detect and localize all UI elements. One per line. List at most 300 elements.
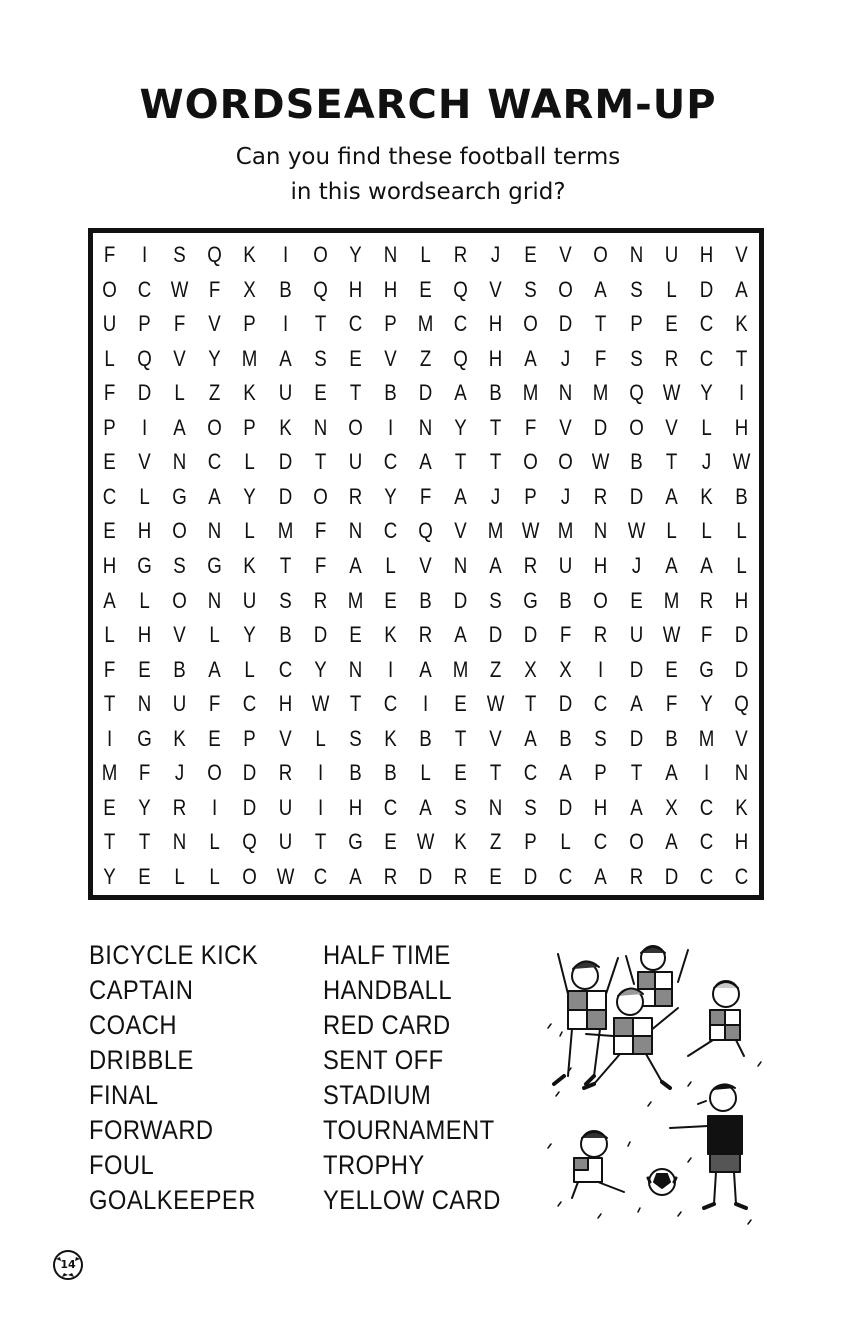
grid-letter: L	[560, 829, 572, 855]
grid-letter: D	[559, 691, 573, 717]
page-title: WORDSEARCH WARM-UP	[139, 82, 717, 128]
grid-letter: V	[173, 345, 186, 371]
grid-letter: T	[454, 449, 467, 475]
grid-letter: P	[103, 414, 116, 440]
football-icon	[648, 1169, 676, 1195]
grid-letter: A	[629, 794, 643, 820]
instructions-line-1: Can you find these football terms	[235, 144, 621, 170]
grid-letter: I	[387, 656, 393, 682]
grid-letter: S	[524, 794, 538, 820]
grid-letter: U	[243, 587, 257, 613]
word-item: BICYCLE KICK	[89, 940, 259, 970]
grid-letter: V	[278, 725, 292, 751]
grid-letter: C	[137, 276, 152, 302]
grid-letter: T	[454, 725, 467, 751]
grid-letter: C	[243, 691, 257, 717]
grid-letter: M	[663, 587, 680, 613]
grid-letter: R	[524, 552, 538, 578]
grid-letter: V	[559, 414, 573, 440]
instructions	[0, 140, 856, 210]
grid-letter: I	[598, 656, 604, 682]
grid-letter: Y	[384, 483, 397, 509]
grid-letter: N	[173, 829, 187, 855]
referee-icon	[670, 1084, 746, 1208]
grid-letter: V	[489, 276, 502, 302]
grid-letter: A	[454, 622, 467, 648]
grid-letter: Y	[313, 656, 327, 682]
grid-letter: J	[561, 483, 571, 509]
grid-letter: K	[243, 242, 257, 268]
grid-letter: A	[278, 345, 292, 371]
word-item: HALF TIME	[323, 940, 451, 970]
grid-letter: W	[732, 449, 751, 475]
grid-letter: O	[558, 276, 574, 302]
grid-letter: D	[699, 276, 714, 302]
grid-letter: O	[242, 863, 258, 889]
grid-letter: Y	[243, 622, 257, 648]
grid-letter: R	[594, 483, 608, 509]
grid-letter: P	[629, 311, 643, 337]
grid-letter: L	[736, 552, 747, 578]
grid-letter: E	[313, 380, 327, 406]
grid-letter: S	[173, 242, 186, 268]
grid-letter: B	[278, 622, 292, 648]
grid-letter: R	[313, 587, 327, 613]
grid-letter: X	[243, 276, 257, 302]
grid-letter: W	[662, 622, 681, 648]
grid-letter: P	[243, 414, 257, 440]
grid-letter: Q	[312, 276, 328, 302]
grid-letter: G	[172, 483, 188, 509]
grid-letter: H	[348, 276, 363, 302]
grid-letter: I	[142, 242, 148, 268]
grid-letter: L	[701, 518, 712, 544]
grid-letter: Z	[419, 345, 432, 371]
grid-letter: R	[278, 760, 292, 786]
grid-letter: F	[700, 622, 713, 648]
grid-letter: Q	[242, 829, 258, 855]
grid-letter: I	[738, 380, 745, 406]
grid-letter: N	[488, 794, 503, 820]
grid-letter: H	[734, 414, 749, 440]
grid-letter: A	[629, 691, 643, 717]
grid-letter: L	[209, 622, 221, 648]
grid-letter: E	[349, 622, 362, 648]
grid-letter: F	[103, 656, 116, 682]
grid-letter: D	[418, 380, 433, 406]
word-item: TROPHY	[323, 1150, 425, 1180]
grid-letter: T	[314, 829, 326, 855]
grid-letter: N	[173, 449, 187, 475]
grid-letter: R	[699, 587, 714, 613]
grid-letter: N	[348, 656, 363, 682]
grid-letter: Q	[734, 691, 749, 717]
grid-letter: Y	[454, 414, 467, 440]
grid-letter: F	[560, 622, 572, 648]
grid-letter: I	[422, 691, 429, 717]
grid-letter: C	[699, 863, 714, 889]
grid-letter: H	[734, 587, 749, 613]
grid-letter: M	[593, 380, 609, 406]
grid-letter: E	[138, 656, 151, 682]
grid-letter: V	[208, 311, 222, 337]
grid-letter: Y	[103, 863, 116, 889]
grid-letter: D	[453, 587, 468, 613]
grid-letter: T	[103, 829, 116, 855]
grid-letter: T	[314, 449, 326, 475]
grid-letter: Z	[209, 380, 221, 406]
grid-letter: G	[137, 552, 152, 578]
grid-letter: R	[173, 794, 187, 820]
word-item: STADIUM	[323, 1080, 432, 1110]
grid-letter: T	[103, 691, 116, 717]
grid-letter: N	[313, 414, 327, 440]
grid-letter: A	[664, 483, 678, 509]
grid-letter: L	[104, 622, 115, 648]
grid-letter: W	[521, 518, 540, 544]
grid-letter: H	[488, 311, 503, 337]
grid-letter: T	[735, 345, 748, 371]
grid-letter: M	[698, 725, 715, 751]
grid-letter: C	[524, 760, 538, 786]
grid-letter: K	[278, 414, 292, 440]
grid-letter: A	[700, 552, 713, 578]
grid-letter: L	[666, 518, 677, 544]
grid-letter: C	[734, 863, 749, 889]
grid-letter: B	[559, 587, 573, 613]
grid-letter: S	[629, 276, 643, 302]
grid-letter: P	[243, 725, 257, 751]
grid-letter: A	[664, 552, 678, 578]
grid-letter: O	[628, 414, 644, 440]
grid-letter: W	[592, 449, 610, 475]
grid-letter: J	[701, 449, 712, 475]
grid-letter: L	[244, 449, 256, 475]
grid-letter: V	[735, 242, 748, 268]
grid-letter: O	[102, 276, 117, 302]
grid-letter: A	[594, 863, 608, 889]
word-list-column-1	[89, 938, 281, 1218]
grid-letter: G	[523, 587, 539, 613]
grid-letter: U	[629, 622, 643, 648]
grid-letter: T	[489, 414, 502, 440]
grid-letter: E	[138, 863, 151, 889]
grid-letter: F	[103, 242, 116, 268]
grid-letter: P	[524, 483, 538, 509]
grid-letter: L	[420, 242, 431, 268]
grid-letter: M	[487, 518, 504, 544]
grid-letter: S	[349, 725, 362, 751]
grid-letter: D	[137, 380, 152, 406]
grid-letter: R	[348, 483, 363, 509]
grid-letter: O	[172, 518, 188, 544]
grid-letter: C	[594, 691, 608, 717]
grid-letter: F	[138, 760, 151, 786]
grid-letter: P	[524, 829, 538, 855]
grid-letter: P	[138, 311, 151, 337]
grid-letter: L	[174, 380, 185, 406]
grid-letter: A	[173, 414, 186, 440]
grid-letter: E	[208, 725, 222, 751]
grid-letter: L	[244, 518, 256, 544]
grid-letter: C	[383, 518, 398, 544]
grid-letter: O	[593, 587, 609, 613]
grid-letter: T	[279, 552, 291, 578]
grid-letter: E	[664, 311, 678, 337]
grid-letter: Y	[208, 345, 222, 371]
grid-letter: E	[629, 587, 643, 613]
grid-letter: C	[594, 829, 608, 855]
grid-letter: L	[209, 829, 221, 855]
grid-letter: B	[419, 587, 432, 613]
grid-letter: P	[594, 760, 608, 786]
grid-letter: B	[489, 380, 502, 406]
grid-letter: I	[317, 760, 323, 786]
grid-letter: N	[208, 518, 222, 544]
grid-letter: H	[137, 622, 152, 648]
grid-letter: J	[561, 345, 571, 371]
grid-letter: H	[137, 518, 152, 544]
grid-letter: M	[347, 587, 364, 613]
grid-letter: B	[384, 380, 397, 406]
grid-letter: L	[209, 863, 221, 889]
grid-letter: D	[243, 794, 257, 820]
grid-letter: Q	[137, 345, 152, 371]
grid-letter: Y	[700, 691, 713, 717]
grid-letter: A	[664, 760, 678, 786]
grid-letter: L	[244, 656, 256, 682]
grid-letter: T	[349, 380, 361, 406]
grid-letter: E	[419, 276, 432, 302]
grid-letter: A	[524, 725, 538, 751]
grid-letter: D	[594, 414, 608, 440]
word-item: COACH	[89, 1010, 178, 1040]
grid-letter: R	[629, 863, 643, 889]
grid-letter: U	[559, 552, 573, 578]
grid-letter: M	[452, 656, 469, 682]
word-item: FINAL	[89, 1080, 159, 1110]
grid-letter: H	[383, 276, 398, 302]
grid-letter: M	[523, 380, 539, 406]
grid-letter: Y	[700, 380, 713, 406]
grid-letter: N	[348, 518, 363, 544]
grid-letter: F	[103, 380, 116, 406]
grid-letter: J	[631, 552, 641, 578]
grid-letter: O	[207, 414, 223, 440]
grid-letter: D	[559, 311, 573, 337]
grid-letter: Q	[453, 276, 468, 302]
grid-letter: D	[559, 794, 573, 820]
word-item: FORWARD	[89, 1115, 214, 1145]
grid-letter: Z	[489, 656, 502, 682]
grid-letter: F	[419, 483, 432, 509]
grid-letter: H	[348, 794, 363, 820]
grid-letter: K	[243, 552, 257, 578]
grid-letter: M	[242, 345, 258, 371]
word-item: TOURNAMENT	[323, 1115, 495, 1145]
word-item: HANDBALL	[323, 975, 452, 1005]
player-kneeling-icon	[688, 981, 744, 1056]
grid-letter: O	[312, 483, 328, 509]
grid-letter: D	[418, 863, 433, 889]
grid-letter: F	[525, 414, 537, 440]
grid-letter: L	[174, 863, 185, 889]
grid-letter: C	[699, 345, 714, 371]
grid-letter: M	[101, 760, 118, 786]
grid-letter: T	[349, 691, 361, 717]
grid-letter: O	[523, 449, 539, 475]
grid-letter: O	[348, 414, 363, 440]
grid-letter: N	[208, 587, 222, 613]
grid-letter: L	[420, 760, 431, 786]
grid-letter: S	[594, 725, 608, 751]
grid-letter: H	[594, 552, 608, 578]
wordsearch-grid	[92, 238, 759, 894]
word-item: YELLOW CARD	[323, 1185, 501, 1215]
grid-letter: T	[665, 449, 677, 475]
word-list-column-2	[323, 938, 525, 1218]
grid-letter: D	[488, 622, 503, 648]
grid-letter: W	[627, 518, 645, 544]
grid-letter: F	[174, 311, 186, 337]
grid-letter: O	[558, 449, 574, 475]
grid-letter: G	[699, 656, 714, 682]
grid-letter: R	[594, 622, 608, 648]
grid-letter: V	[735, 725, 748, 751]
grid-letter: X	[664, 794, 678, 820]
grid-letter: A	[208, 656, 222, 682]
grid-letter: I	[282, 242, 288, 268]
grid-letter: I	[212, 794, 218, 820]
grid-letter: D	[243, 760, 257, 786]
grid-letter: B	[384, 760, 397, 786]
word-item: FOUL	[89, 1150, 155, 1180]
grid-letter: R	[453, 242, 468, 268]
grid-letter: U	[278, 794, 292, 820]
grid-letter: T	[314, 311, 326, 337]
grid-letter: D	[629, 483, 643, 509]
grid-letter: I	[317, 794, 323, 820]
word-item: DRIBBLE	[89, 1045, 194, 1075]
grid-letter: W	[311, 691, 330, 717]
grid-letter: A	[349, 863, 362, 889]
grid-letter: N	[629, 242, 643, 268]
grid-letter: E	[103, 794, 116, 820]
page-number-label: 14	[60, 1258, 76, 1271]
grid-letter: I	[703, 760, 709, 786]
grid-letter: C	[313, 863, 327, 889]
grid-letter: A	[559, 760, 573, 786]
grid-letter: T	[138, 829, 151, 855]
grid-letter: V	[489, 725, 502, 751]
grid-letter: L	[139, 587, 150, 613]
grid-letter: C	[699, 794, 714, 820]
grid-letter: Y	[349, 242, 362, 268]
grid-letter: C	[278, 656, 292, 682]
grid-letter: D	[524, 863, 538, 889]
grid-letter: D	[313, 622, 327, 648]
grid-letter: M	[417, 311, 434, 337]
grid-letter: K	[384, 725, 397, 751]
grid-letter: Y	[243, 483, 257, 509]
grid-letter: S	[278, 587, 292, 613]
grid-letter: E	[454, 691, 467, 717]
grid-letter: M	[558, 518, 574, 544]
grid-letter: P	[384, 311, 397, 337]
grid-letter: F	[595, 345, 607, 371]
grid-letter: I	[142, 414, 148, 440]
grid-letter: B	[419, 725, 432, 751]
grid-letter: Q	[418, 518, 433, 544]
grid-letter: N	[418, 414, 433, 440]
grid-letter: A	[664, 829, 678, 855]
grid-letter: F	[665, 691, 677, 717]
grid-letter: Q	[207, 242, 223, 268]
grid-letter: E	[349, 345, 362, 371]
grid-letter: K	[735, 794, 748, 820]
grid-letter: H	[594, 794, 608, 820]
grid-letter: L	[139, 483, 150, 509]
grid-letter: G	[137, 725, 152, 751]
grid-letter: E	[103, 518, 116, 544]
grid-letter: S	[173, 552, 186, 578]
grid-letter: L	[701, 414, 712, 440]
grid-letter: C	[383, 794, 398, 820]
grid-letter: U	[664, 242, 678, 268]
grid-letter: N	[734, 760, 749, 786]
player-celebrating-icon	[554, 954, 618, 1084]
grid-letter: A	[103, 587, 116, 613]
grid-letter: D	[278, 483, 292, 509]
grid-letter: H	[488, 345, 503, 371]
grid-letter: A	[419, 794, 432, 820]
grid-letter: H	[102, 552, 117, 578]
grid-letter: L	[104, 345, 115, 371]
grid-letter: D	[629, 725, 643, 751]
grid-letter: C	[559, 863, 573, 889]
grid-letter: E	[103, 449, 116, 475]
grid-letter: A	[735, 276, 748, 302]
grid-letter: K	[173, 725, 186, 751]
grid-letter: U	[348, 449, 363, 475]
grid-letter: A	[208, 483, 222, 509]
grid-letter: B	[664, 725, 678, 751]
grid-letter: D	[734, 622, 749, 648]
grid-letter: D	[629, 656, 643, 682]
grid-letter: S	[524, 276, 538, 302]
grid-letter: T	[525, 691, 537, 717]
grid-letter: C	[453, 311, 468, 337]
grid-letter: D	[278, 449, 292, 475]
grid-letter: K	[243, 380, 257, 406]
grid-letter: S	[629, 345, 643, 371]
grid-letter: U	[278, 380, 292, 406]
grid-letter: W	[276, 863, 294, 889]
grid-letter: I	[282, 311, 288, 337]
grid-letter: D	[664, 863, 678, 889]
grid-letter: A	[454, 483, 467, 509]
grid-letter: D	[734, 656, 749, 682]
grid-letter: T	[630, 760, 642, 786]
grid-letter: F	[314, 552, 326, 578]
grid-letter: V	[384, 345, 397, 371]
grid-letter: C	[699, 311, 714, 337]
grid-letter: Z	[489, 829, 502, 855]
grid-letter: A	[349, 552, 362, 578]
grid-letter: E	[384, 829, 397, 855]
grid-letter: J	[491, 242, 501, 268]
grid-letter: S	[489, 587, 502, 613]
